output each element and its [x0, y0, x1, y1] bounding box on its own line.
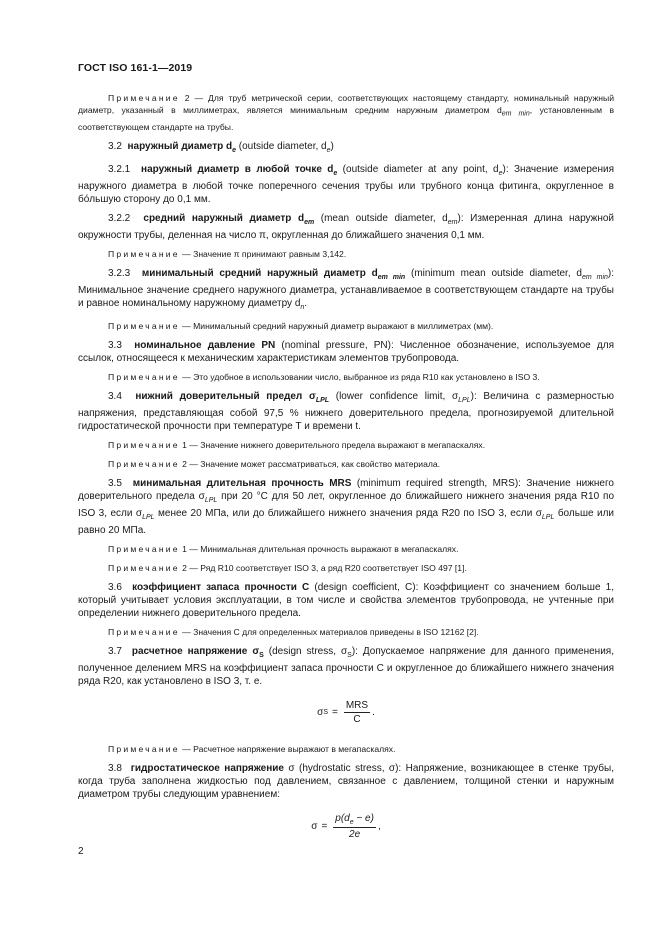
term-3-4: 3.4 нижний доверительный предел $\sigma_{LPL}$ (lower confidence limit, $\sigma_{LPL}$): Величина с размерностью напряжения, представляющая собой 97,5 % нижнего доверительного предела, прогнозируемой длительной гидростатической прочности при температуре T и времени t.: [78, 390, 614, 432]
fraction: $\frac{p(d_e - e)}{2e}$: [335, 812, 374, 840]
term-3-5: 3.5 минимальная длительная прочность MRS (minimum required strength, MRS): Значение нижнего доверительного предела $\sigma_{LPL}$ при 20 °C для 50 лет, округленное до ближайшего нижнего значения ряда R10 по ISO 3, если $\sigma_{LPL}$ менее 20 МПа, или до ближайшего нижнего значения ряда R20 по ISO 3, если $\sigma_{LPL}$ больше или равно 20 МПа.: [78, 477, 615, 536]
term-3-2-2: 3.2.2 средний наружный диаметр $d_{em}$ (mean outside diameter, $d_{em}$): Измеренная длина наружной окружности трубы, деленная на число π, округленная до ближайшего значения 0,1 мм.: [78, 212, 614, 241]
note: Примечание 2 — Ряд R10 соответствует ISO 3, а ряд R20 соответствует ISO 497 [1].: [108, 562, 467, 573]
formula-hydrostatic-stress: σ = $\frac{p(d_e - e)}{2e}$ ,: [311, 812, 381, 840]
note: Примечание — Это удобное в использовании число, выбранное из ряда R10 как установлено в ISO 3.: [108, 371, 540, 382]
term-3-2-1: 3.2.1 наружный диаметр в любой точке $d_e$ (outside diameter at any point, $d_e$): Значение измерения наружного диаметра в любой точке поперечного сечения трубы или трубного конца фитинга, округленное в бо́льшую сторону до 0,1 мм.: [78, 163, 615, 205]
term-3-6: 3.6 коэффициент запаса прочности C (design coefficient, C): Коэффициент со значением больше 1, который учитывает условия эксплуатации, в том числе и свойства элементов трубопровода, не учтенные при определении нижнего доверительного предела.: [78, 581, 614, 619]
note: Примечание 1 — Минимальная длительная прочность выражают в мегапаскалях.: [108, 543, 459, 554]
term-3-7: 3.7 расчетное напряжение $\sigma_S$ (design stress, $\sigma_S$): Допускаемое напряжение для данного применения, полученное делением MRS на коэффициент запаса прочности C и округленное до ближайшего нижнего значения ряда R20, как установлено в ISO 3, т. е.: [78, 645, 614, 687]
page-number: 2: [78, 846, 84, 857]
fraction: $\frac{\text{MRS}}{C}$: [345, 699, 369, 725]
note: Примечание — Минимальный средний наружный диаметр выражают в миллиметрах (мм).: [108, 320, 494, 331]
note: Примечание 2 — Для труб метрической серии, соответствующих настоящему стандарту, номинальный наружный диаметр, указанный в миллиметрах, является минимальным средним наружным диаметром $d_{em min}$, установленным в соответствующем стандарте на трубы.: [78, 93, 615, 132]
note: Примечание — Значения C для определенных материалов приведены в ISO 12162 [2].: [108, 626, 479, 637]
document-body: [78, 92, 614, 858]
document-code-header: ГОСТ ISO 161-1—2019: [78, 62, 193, 74]
note: Примечание 1 — Значение нижнего доверительного предела выражают в мегапаскалях.: [108, 439, 486, 450]
term-3-8: 3.8 гидростатическое напряжение σ (hydrostatic stress, σ): Напряжение, возникающее в стенке трубы, когда труба заполнена жидкостью под давлением, связанное с давлением, толщиной стенки и наружным диаметром трубы следующим уравнением:: [78, 762, 614, 800]
note: Примечание 2 — Значение может рассматриваться, как свойство материала.: [108, 458, 441, 469]
term-3-2: 3.2 наружный диаметр $d_e$ (outside diameter, $d_e$): [108, 140, 334, 154]
term-3-3: 3.3 номинальное давление PN (nominal pressure, PN): Численное обозначение, используемое для ссылок, относящееся к механическим характеристикам элементов трубопровода.: [78, 339, 614, 364]
note: Примечание — Расчетное напряжение выражают в мегапаскалях.: [108, 743, 396, 754]
note: Примечание — Значение π принимают равным 3,142.: [108, 248, 347, 259]
term-3-2-3: 3.2.3 минимальный средний наружный диаметр $d_{em min}$ (minimum mean outside diameter, $d_{em min}$): Минимальное значение среднего наружного диаметра, устанавливаемое в соответствующем стандарте на трубы и равное номинальному наружному диаметру $d_n$.: [78, 267, 615, 311]
formula-design-stress: σ S = $\frac{\text{MRS}}{C}$ .: [317, 699, 375, 725]
